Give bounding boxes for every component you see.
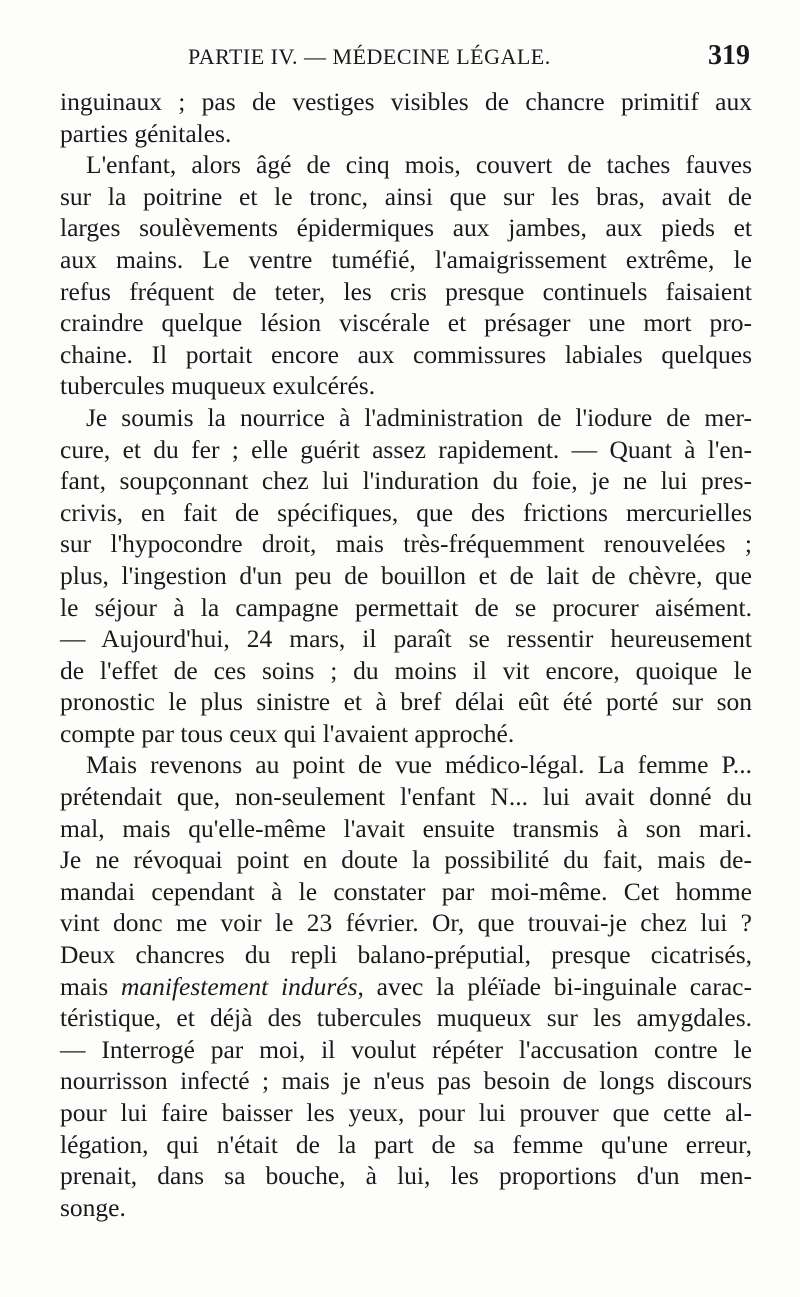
text-line: légation, qui n'était de la part de sa femme qu'une erreur,	[60, 1129, 752, 1159]
text-line: aux mains. Le ventre tuméfié, l'amaigrissement extrême, le	[60, 244, 752, 274]
text-line: chaine. Il portait encore aux commissures labiales quelques	[60, 339, 752, 369]
text-line: Je soumis la nourrice à l'administration de l'iodure de mer-	[86, 402, 752, 432]
text-line: Je ne révoquai point en doute la possibilité du fait, mais de-	[60, 845, 752, 875]
text-line: de l'effet de ces soins ; du moins il vit encore, quoique le	[60, 655, 752, 685]
text-line: pour lui faire baisser les yeux, pour lui prouver que cette al-	[60, 1098, 752, 1127]
text-line: larges soulèvements épidermiques aux jambes, aux pieds et	[60, 213, 752, 243]
text-line: cure, et du fer ; elle guérit assez rapidement. — Quant à l'en-	[60, 434, 752, 464]
text-line: vint donc me voir le 23 février. Or, que trouvai-je chez lui ?	[60, 908, 752, 938]
text-line: songe.	[60, 1192, 126, 1222]
text-line: fant, soupçonnant chez lui l'induration du foie, je ne lui pres-	[60, 466, 752, 496]
body-text	[60, 86, 752, 1223]
text-line: nourrisson infecté ; mais je n'eus pas besoin de longs discours	[60, 1066, 752, 1096]
italic-emphasis: manifestement indurés	[120, 971, 358, 1001]
text-line: tubercules muqueux exulcérés.	[60, 371, 376, 401]
text-line: crivis, en fait de spécifiques, que des frictions mercurielles	[60, 497, 752, 527]
text-line: inguinaux ; pas de vestiges visibles de chancre primitif aux	[60, 87, 752, 116]
text-line: pronostic le plus sinistre et à bref délai eût été porté sur son	[60, 687, 752, 717]
text-line: — Aujourd'hui, 24 mars, il paraît se ressentir heureusement	[60, 624, 752, 654]
text-line: sur l'hypocondre droit, mais très-fréquemment renouvelées ;	[60, 529, 752, 559]
text-line: Deux chancres du repli balano-préputial, presque cicatrisés,	[60, 940, 752, 970]
text-line: Mais revenons au point de vue médico-légal. La femme P...	[86, 750, 752, 780]
text-line: prétendait que, non-seulement l'enfant N... lui avait donné du	[60, 782, 752, 812]
text-line: prenait, dans sa bouche, à lui, les proportions d'un men-	[60, 1161, 752, 1191]
text-line: plus, l'ingestion d'un peu de bouillon et de lait de chèvre, que	[60, 560, 752, 590]
header-title: PARTIE IV. — MÉDECINE LÉGALE.	[188, 44, 551, 69]
text-line: sur la poitrine et le tronc, ainsi que sur les bras, avait de	[60, 181, 752, 211]
text-line: parties génitales.	[60, 118, 232, 148]
text-line: mandai cependant à le constater par moi-même. Cet homme	[60, 876, 752, 906]
text-line: refus fréquent de teter, les cris presque continuels faisaient	[60, 276, 752, 306]
text-line: le séjour à la campagne permettait de se procurer aisément.	[60, 592, 752, 622]
text-line: craindre quelque lésion viscérale et présager une mort pro-	[60, 308, 752, 338]
text-line: L'enfant, alors âgé de cinq mois, couvert de taches fauves	[86, 150, 752, 180]
text-segment: , avec la pléïade bi-inguinale carac-	[357, 971, 752, 1001]
running-header	[60, 40, 750, 74]
text-line: mal, mais qu'elle-même l'avait ensuite transmis à son mari.	[60, 813, 752, 843]
page-number: 319	[708, 40, 750, 71]
text-line: — Interrogé par moi, il voulut répéter l'accusation contre le	[60, 1034, 752, 1064]
text-segment: mais	[60, 971, 121, 1001]
text-line: compte par tous ceux qui l'avaient approché.	[60, 718, 515, 748]
text-line: téristique, et déjà des tubercules muqueux sur les amygdales.	[60, 1003, 752, 1033]
text-line	[60, 971, 752, 1003]
